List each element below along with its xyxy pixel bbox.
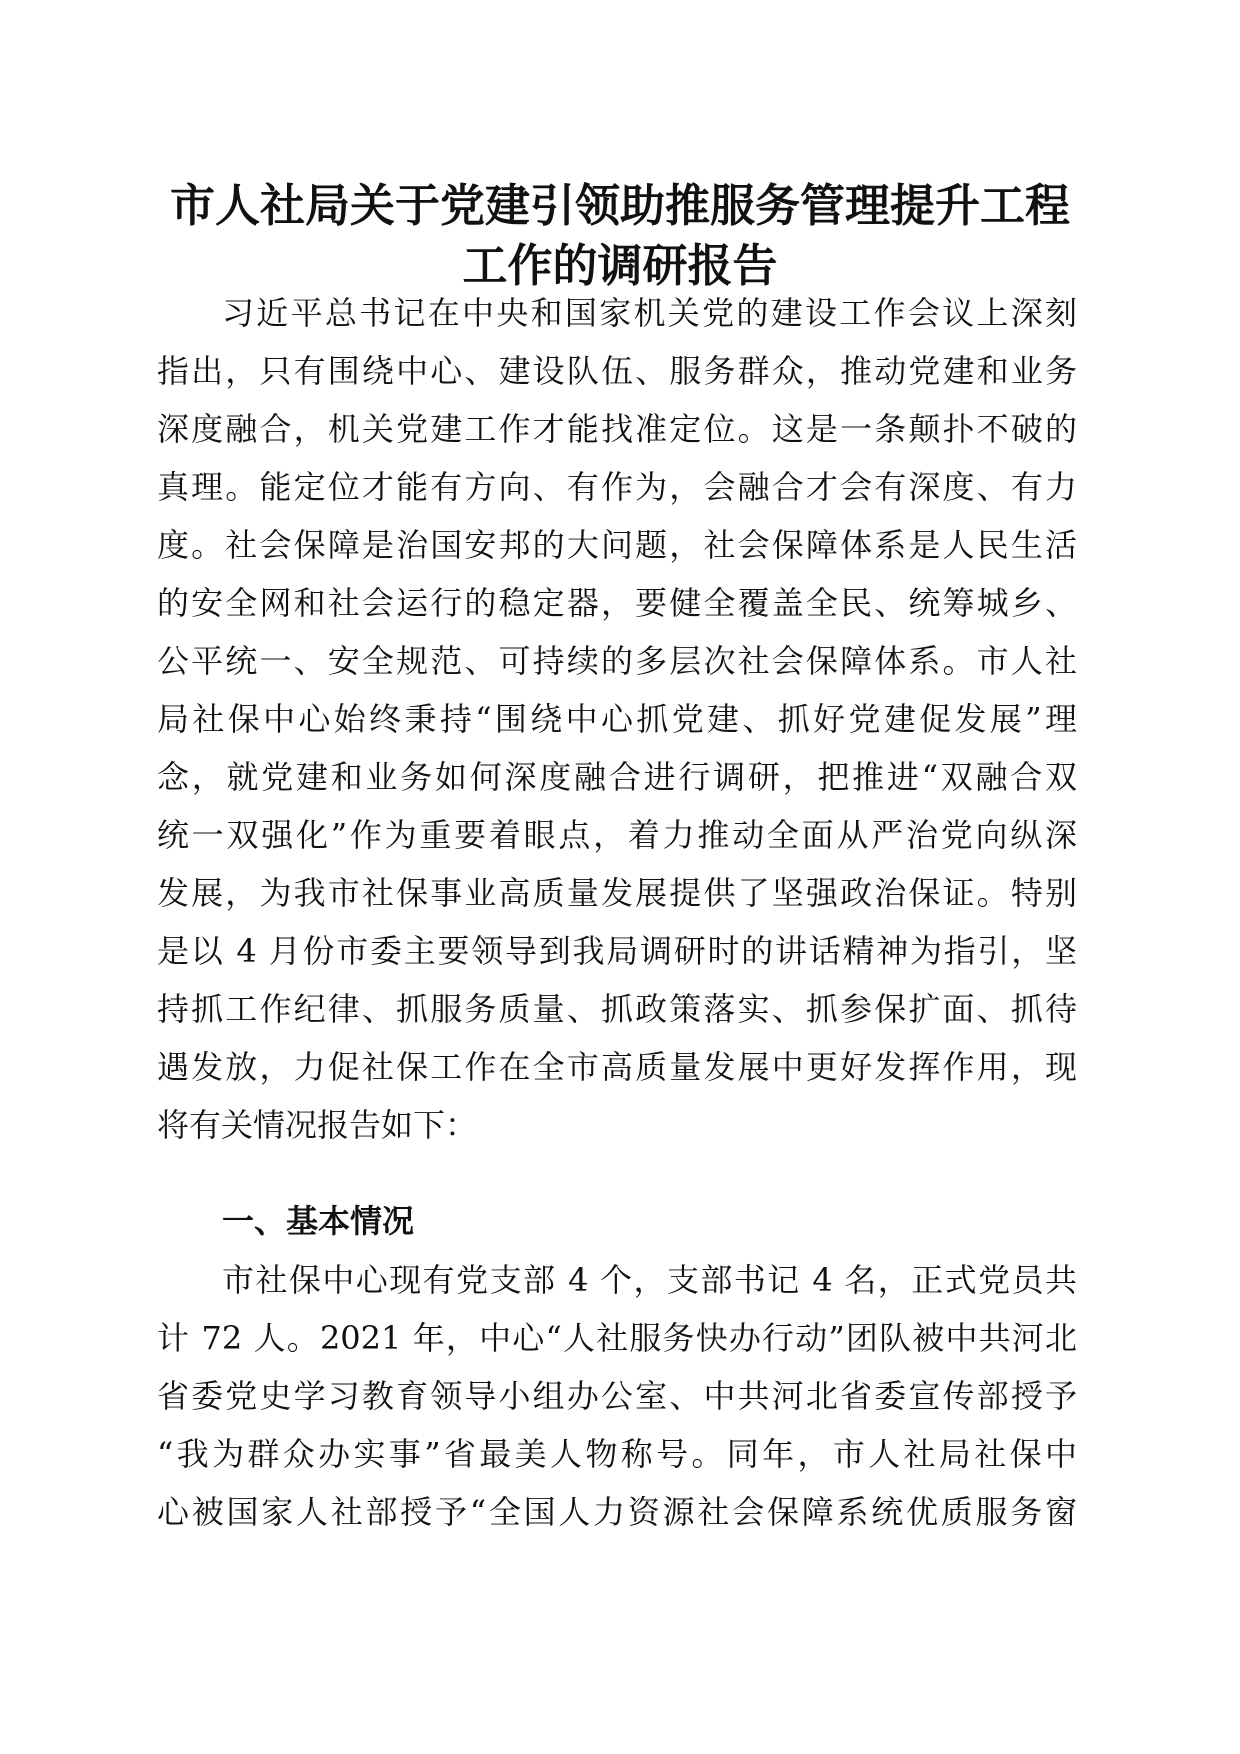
- paragraph-1-line: 的安全网和社会运行的稳定器，要健全覆盖全民、统筹城乡、: [157, 584, 1077, 622]
- paragraph-1-line: 习近平总书记在中央和国家机关党的建设工作会议上深刻: [222, 294, 1077, 332]
- paragraph-1-line: 发展，为我市社保事业高质量发展提供了坚强政治保证。特别: [157, 874, 1077, 912]
- paragraph-1-line: 念，就党建和业务如何深度融合进行调研，把推进“双融合双: [157, 758, 1077, 796]
- paragraph-1-line: 指出，只有围绕中心、建设队伍、服务群众，推动党建和业务: [157, 352, 1077, 390]
- paragraph-1-line: 遇发放，力促社保工作在全市高质量发展中更好发挥作用，现: [157, 1048, 1077, 1086]
- section-1-heading: 一、基本情况: [222, 1202, 415, 1240]
- paragraph-1-line: 将有关情况报告如下：: [157, 1106, 478, 1144]
- paragraph-1-line: 度。社会保障是治国安邦的大问题，社会保障体系是人民生活: [157, 526, 1077, 564]
- paragraph-2-line: 市社保中心现有党支部 4 个，支部书记 4 名，正式党员共: [222, 1261, 1077, 1299]
- paragraph-1-line: 是以 4 月份市委主要领导到我局调研时的讲话精神为指引，坚: [157, 932, 1077, 970]
- paragraph-2-line: 计 72 人。2021 年，中心“人社服务快办行动”团队被中共河北: [157, 1319, 1077, 1357]
- paragraph-1-line: 深度融合，机关党建工作才能找准定位。这是一条颠扑不破的: [157, 410, 1077, 448]
- paragraph-1-line: 真理。能定位才能有方向、有作为，会融合才会有深度、有力: [157, 468, 1077, 506]
- paragraph-2-line: 心被国家人社部授予“全国人力资源社会保障系统优质服务窗: [157, 1493, 1077, 1531]
- paragraph-1-line: 统一双强化”作为重要着眼点，着力推动全面从严治党向纵深: [157, 816, 1077, 854]
- report-title-line-1: 市人社局关于党建引领助推服务管理提升工程: [169, 179, 1070, 232]
- paragraph-2-line: 省委党史学习教育领导小组办公室、中共河北省委宣传部授予: [157, 1377, 1077, 1415]
- paragraph-1-line: 持抓工作纪律、抓服务质量、抓政策落实、抓参保扩面、抓待: [157, 990, 1077, 1028]
- report-title-line-2: 工作的调研报告: [462, 239, 778, 292]
- paragraph-1-line: 局社保中心始终秉持“围绕中心抓党建、抓好党建促发展”理: [157, 700, 1077, 738]
- paragraph-2-line: “我为群众办实事”省最美人物称号。同年，市人社局社保中: [157, 1435, 1077, 1473]
- paragraph-1-line: 公平统一、安全规范、可持续的多层次社会保障体系。市人社: [157, 642, 1077, 680]
